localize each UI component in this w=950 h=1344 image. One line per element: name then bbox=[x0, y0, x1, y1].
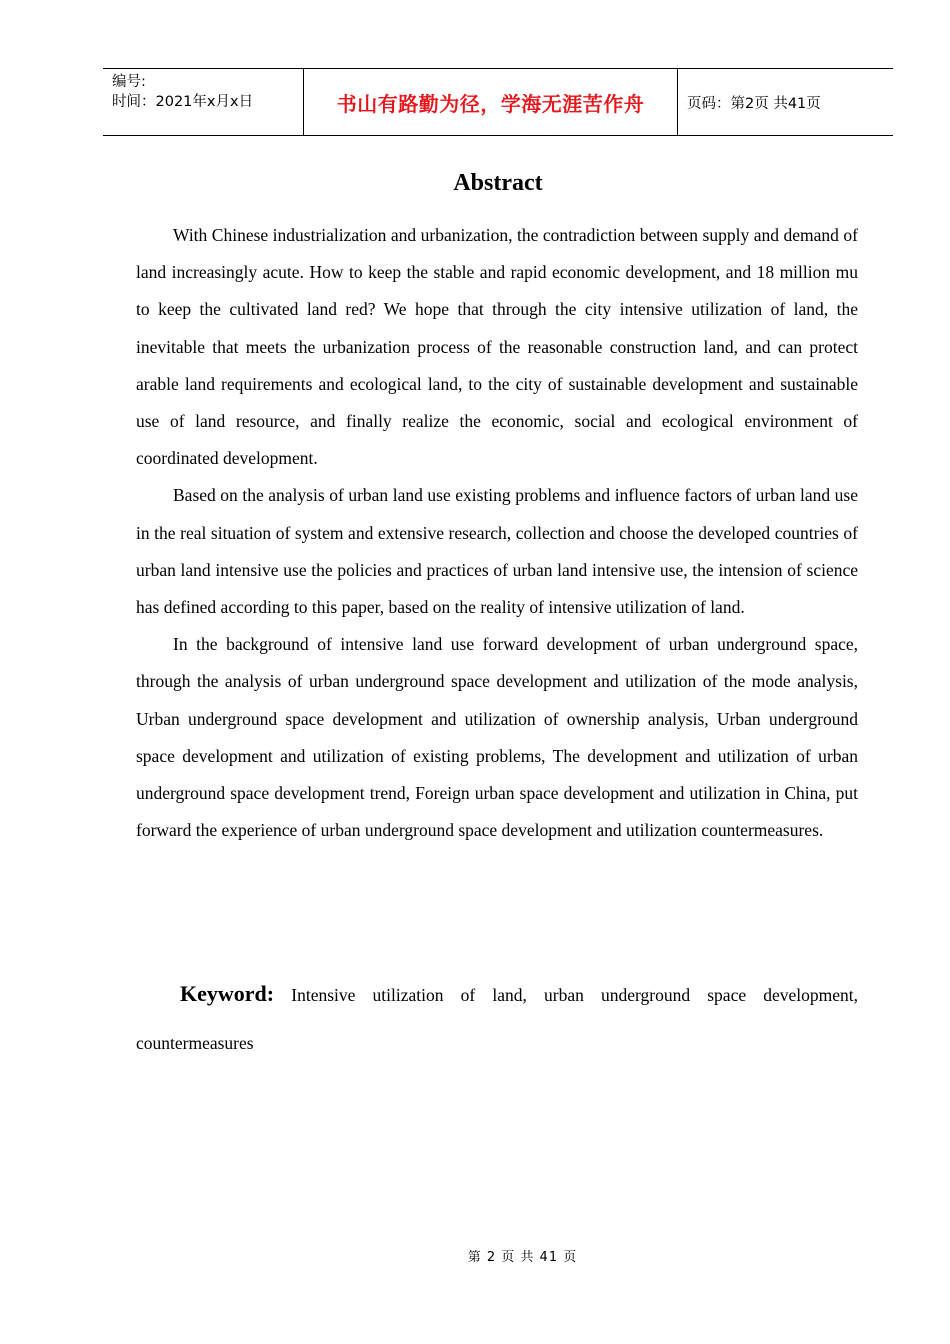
abstract-paragraph-3: In the background of intensive land use forward development of urban underground space, through the analysis of urban underground space development and utilization of the mode analysis, Urban underground space development and utilization of ownership analysis, Urban underground space development and utilization of existing problems, The development and utilization of urban underground space development trend, Foreign urban space development and utilization in China, put forward the experience of urban underground space development and utilization countermeasures. bbox=[136, 634, 858, 841]
header-motto: 书山有路勤为径，学海无涯苦作舟 bbox=[336, 91, 645, 116]
document-time-label: 时间：2021年x月x日 bbox=[112, 94, 254, 110]
footer-page-number: 第 2 页 共 41 页 bbox=[467, 1250, 578, 1265]
page-header bbox=[103, 68, 893, 136]
abstract-paragraph-2: Based on the analysis of urban land use existing problems and influence factors of urban land use in the real situation of system and extensive research, collection and choose the developed countries of urban land intensive use the policies and practices of urban land intensive use, the intension of science has defined according to this paper, based on the reality of intensive utilization of land. bbox=[136, 485, 858, 618]
keywords-section bbox=[136, 970, 858, 1067]
document-number-label: 编号: bbox=[112, 74, 146, 90]
header-page-number: 页码：第2页 共41页 bbox=[687, 95, 821, 112]
header-page-info bbox=[678, 69, 893, 135]
abstract-body bbox=[136, 217, 858, 849]
header-motto-cell bbox=[304, 69, 678, 135]
keywords-label: Keyword: bbox=[180, 981, 275, 1006]
page-title: Abstract bbox=[453, 170, 543, 196]
header-meta bbox=[103, 69, 304, 135]
keywords-text: Intensive utilization of land, urban underground space development, countermeasures bbox=[136, 985, 859, 1053]
abstract-paragraph-1: With Chinese industrialization and urbanization, the contradiction between supply and demand of land increasingly acute. How to keep the stable and rapid economic development, and 18 million mu to keep the cultivated land red? We hope that through the city intensive utilization of land, the inevitable that meets the urbanization process of the reasonable construction land, and can protect arable land requirements and ecological land, to the city of sustainable development and sustainable use of land resource, and finally realize the economic, social and ecological environment of coordinated development. bbox=[136, 225, 858, 469]
page-footer bbox=[0, 1246, 950, 1265]
